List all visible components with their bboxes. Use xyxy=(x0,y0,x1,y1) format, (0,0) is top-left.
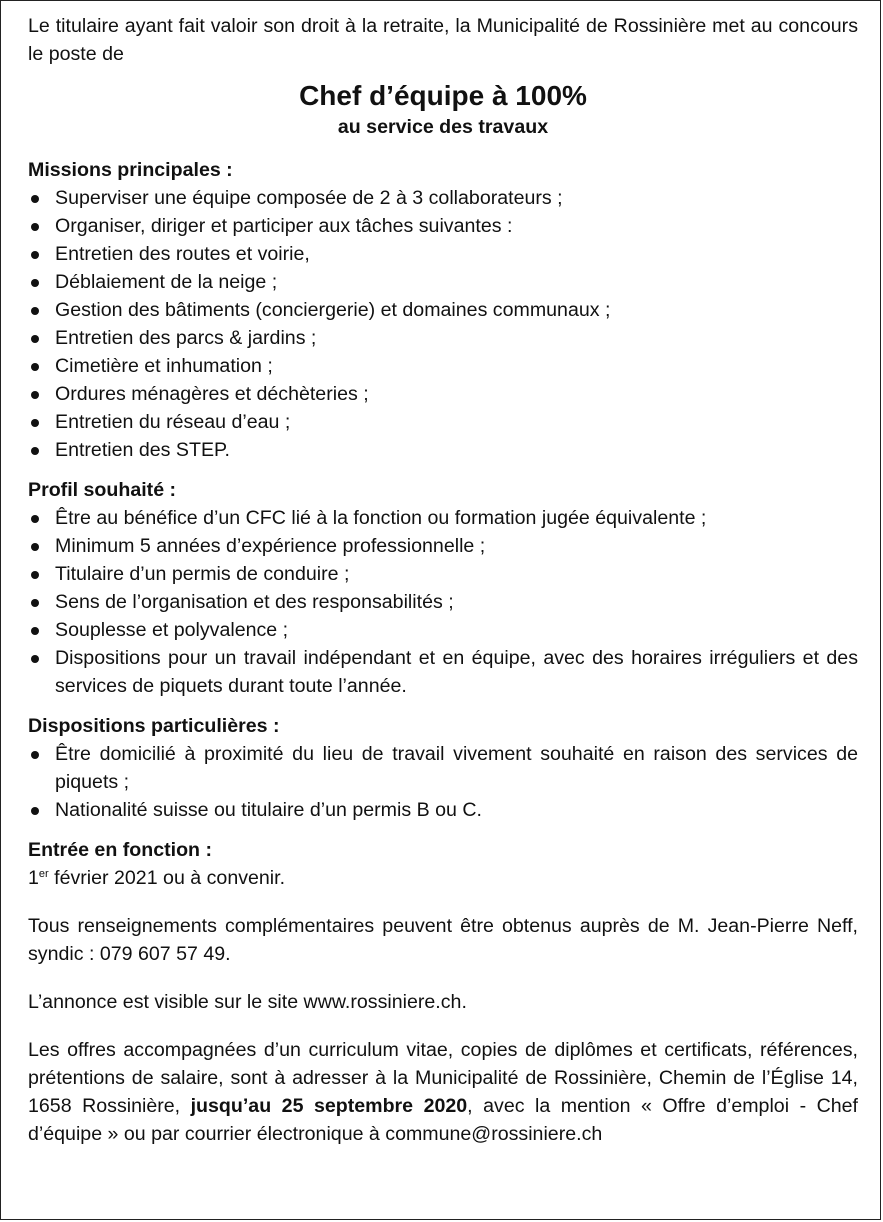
entree-date: 1er février 2021 ou à convenir. xyxy=(28,867,286,889)
list-item: Dispositions pour un travail indépendant et en équipe, avec des horaires irréguliers et des services de piquets durant toute l’année. xyxy=(28,644,858,700)
missions-heading: Missions principales : xyxy=(28,159,233,181)
list-item: Sens de l’organisation et des responsabilités ; xyxy=(28,588,858,616)
bullet-icon xyxy=(31,363,39,371)
dispositions-list xyxy=(28,740,858,824)
website-text: L’annonce est visible sur le site www.rossiniere.ch. xyxy=(28,991,467,1013)
list-item: Entretien des parcs & jardins ; xyxy=(28,324,858,352)
list-item: Être domicilié à proximité du lieu de travail vivement souhaité en raison des services de piquets ; xyxy=(28,740,858,796)
list-item: Entretien des STEP. xyxy=(28,436,858,464)
list-item: Minimum 5 années d’expérience professionnelle ; xyxy=(28,532,858,560)
profil-list xyxy=(28,504,858,700)
job-posting xyxy=(28,12,858,1148)
list-item: Cimetière et inhumation ; xyxy=(28,352,858,380)
bullet-icon xyxy=(31,627,39,635)
list-item: Gestion des bâtiments (conciergerie) et domaines communaux ; xyxy=(28,296,858,324)
bullet-icon xyxy=(31,195,39,203)
list-item: Titulaire d’un permis de conduire ; xyxy=(28,560,858,588)
job-subtitle: au service des travaux xyxy=(337,116,549,138)
missions-list xyxy=(28,184,858,464)
application-text: Les offres accompagnées d’un curriculum vitae, copies de diplômes et certificats, références, prétentions de salaire, sont à adresser à la Municipalité de Rossinière, Chemin de l’Église 14, 1658 Rossinière, jusqu’au 25 septembre 2020, avec la mention « Offre d’emploi - Chef d’équipe » ou par courrier électronique à commune@rossiniere.ch xyxy=(28,1039,858,1145)
bullet-icon xyxy=(31,543,39,551)
bullet-icon xyxy=(31,599,39,607)
bullet-icon xyxy=(31,419,39,427)
profil-heading: Profil souhaité : xyxy=(28,479,177,501)
contact-text: Tous renseignements complémentaires peuvent être obtenus auprès de M. Jean-Pierre Neff, syndic : 079 607 57 49. xyxy=(28,915,858,965)
bullet-icon xyxy=(31,223,39,231)
list-item: Entretien des routes et voirie, xyxy=(28,240,858,268)
list-item: Ordures ménagères et déchèteries ; xyxy=(28,380,858,408)
bullet-icon xyxy=(31,335,39,343)
dispositions-heading: Dispositions particulières : xyxy=(28,715,280,737)
bullet-icon xyxy=(31,391,39,399)
list-item: Déblaiement de la neige ; xyxy=(28,268,858,296)
bullet-icon xyxy=(31,807,39,815)
entree-heading: Entrée en fonction : xyxy=(28,839,212,861)
list-item: Organiser, diriger et participer aux tâches suivantes : xyxy=(28,212,858,240)
bullet-icon xyxy=(31,751,39,759)
bullet-icon xyxy=(31,447,39,455)
intro-text: Le titulaire ayant fait valoir son droit à la retraite, la Municipalité de Rossinière met au concours le poste de xyxy=(28,15,858,65)
bullet-icon xyxy=(31,279,39,287)
list-item: Souplesse et polyvalence ; xyxy=(28,616,858,644)
bullet-icon xyxy=(31,571,39,579)
bullet-icon xyxy=(31,307,39,315)
deadline: jusqu’au 25 septembre 2020 xyxy=(190,1095,468,1117)
bullet-icon xyxy=(31,251,39,259)
list-item: Nationalité suisse ou titulaire d’un permis B ou C. xyxy=(28,796,858,824)
list-item: Superviser une équipe composée de 2 à 3 collaborateurs ; xyxy=(28,184,858,212)
job-title: Chef d’équipe à 100% xyxy=(299,80,587,111)
list-item: Entretien du réseau d’eau ; xyxy=(28,408,858,436)
bullet-icon xyxy=(31,655,39,663)
list-item: Être au bénéfice d’un CFC lié à la fonction ou formation jugée équivalente ; xyxy=(28,504,858,532)
bullet-icon xyxy=(31,515,39,523)
